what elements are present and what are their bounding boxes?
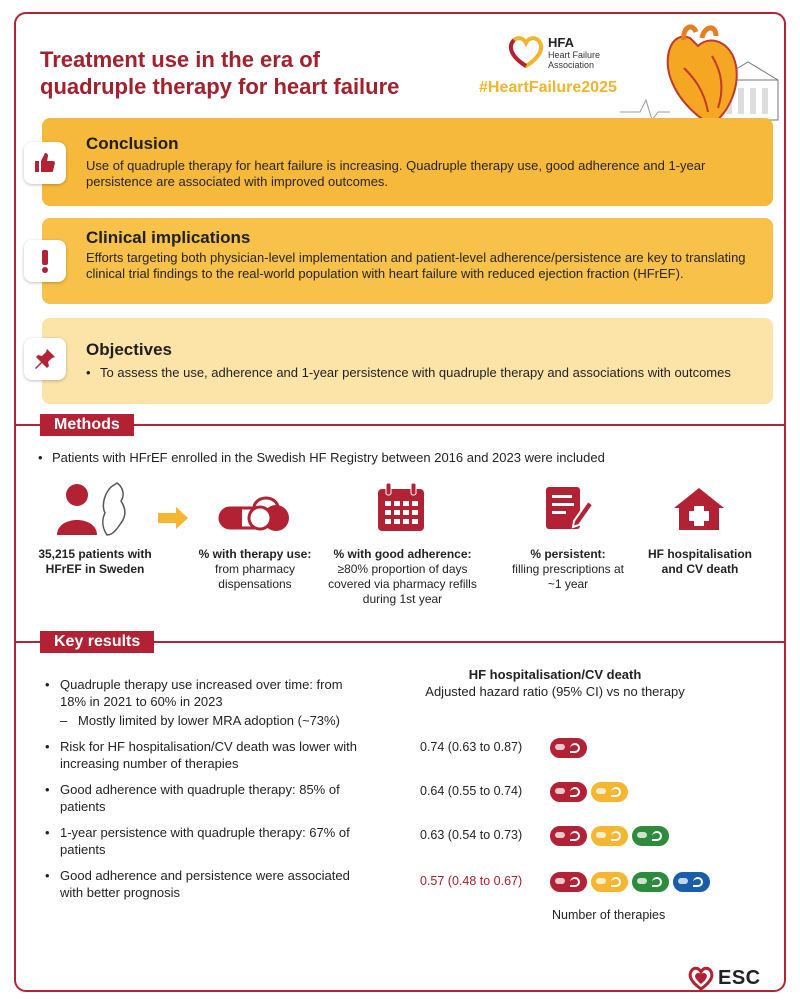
conclusion-heading: Conclusion (86, 134, 179, 153)
list-item: • Good adherence with quadruple therapy: 85% of patients (60, 781, 360, 815)
hospital-icon (672, 486, 726, 532)
exclamation-icon (24, 240, 66, 282)
therapy-pill-icon (591, 872, 628, 892)
therapy-pill-icon (591, 826, 628, 846)
method-label-therapy-use: % with therapy use: from pharmacy dispensations (198, 547, 312, 591)
therapy-pill-group (550, 782, 628, 802)
key-results-label: Key results (40, 631, 154, 653)
patient-sweden-icon (55, 481, 135, 537)
esc-heart-icon (688, 966, 714, 990)
pin-icon (24, 338, 66, 380)
conclusion-card (42, 118, 773, 206)
page-title: Treatment use in the era of quadruple therapy for heart failure (40, 47, 400, 99)
therapy-pill-icon (632, 826, 669, 846)
implications-heading: Clinical implications (86, 228, 251, 247)
therapy-pill-group (550, 872, 710, 892)
esc-logo: ESC (688, 966, 761, 990)
hr-value-label: 0.63 (0.54 to 0.73) (420, 828, 523, 842)
hashtag: #HeartFailure2025 (479, 79, 617, 96)
chart-title: HF hospitalisation/CV death (468, 667, 642, 682)
objectives-bullet: • To assess the use, adherence and 1-year persistence with quadruple therapy and associations with outcomes (100, 364, 760, 381)
therapy-pill-icon (550, 738, 587, 758)
list-item: • 1-year persistence with quadruple therapy: 67% of patients (60, 824, 360, 858)
conclusion-text: Use of quadruple therapy for heart failure is increasing. Quadruple therapy use, good adherence and 1-year persistence are associated with improved outcomes. (86, 158, 706, 189)
therapy-pill-icon (550, 826, 587, 846)
arrow-right-icon (158, 507, 190, 529)
list-item: • Risk for HF hospitalisation/CV death was lower with increasing number of therapies (60, 738, 360, 772)
chart-subtitle: Adjusted hazard ratio (95% CI) vs no therapy (425, 684, 685, 699)
objectives-heading: Objectives (86, 340, 172, 359)
thumbs-up-icon (24, 142, 66, 184)
methods-bullet: • Patients with HFrEF enrolled in the Swedish HF Registry between 2016 and 2023 were included (52, 449, 752, 466)
therapy-pill-icon (673, 872, 710, 892)
therapy-pill-icon (550, 782, 587, 802)
objectives-card (42, 318, 773, 404)
therapy-pill-icon (632, 872, 669, 892)
key-results-list (60, 676, 360, 910)
hr-value-label: 0.74 (0.63 to 0.87) (420, 740, 523, 754)
list-item: • Good adherence and persistence were associated with better prognosis (60, 867, 360, 901)
implications-card (42, 218, 773, 304)
chart-x-label: Number of therapies (552, 908, 666, 922)
method-label-patients: 35,215 patients with HFrEF in Sweden (38, 547, 152, 576)
therapy-pill-group (550, 826, 669, 846)
therapy-pill-icon (550, 872, 587, 892)
therapy-pill-group (550, 738, 587, 758)
list-item: • Quadruple therapy use increased over time: from 18% in 2021 to 60% in 2023 – Mostly limited by lower MRA adoption (~73%) (60, 676, 360, 729)
methods-label: Methods (40, 414, 134, 436)
hfa-org-name: HFA Heart Failure Association (548, 35, 601, 70)
hfa-logo-icon (506, 34, 546, 68)
method-label-persistence: % persistent: filling prescriptions at ~1 year (511, 547, 625, 591)
method-label-outcome: HF hospitalisation and CV death (647, 547, 752, 576)
prescription-icon (544, 485, 596, 531)
hr-value-label: 0.64 (0.55 to 0.74) (420, 784, 523, 798)
therapy-pill-icon (591, 782, 628, 802)
method-label-adherence: % with good adherence: ≥80% proportion of days covered via pharmacy refills during 1st year (328, 547, 477, 606)
implications-text: Efforts targeting both physician-level implementation and patient-level adherence/persistence are key to translating clinical trial findings to the real-world population with heart failure with reduced ejection fraction (HFrEF). (86, 250, 746, 281)
heart-illustration-icon (600, 20, 785, 130)
hr-value-label: 0.57 (0.48 to 0.67) (420, 874, 523, 888)
pills-icon (218, 492, 292, 534)
calendar-icon (376, 483, 426, 533)
